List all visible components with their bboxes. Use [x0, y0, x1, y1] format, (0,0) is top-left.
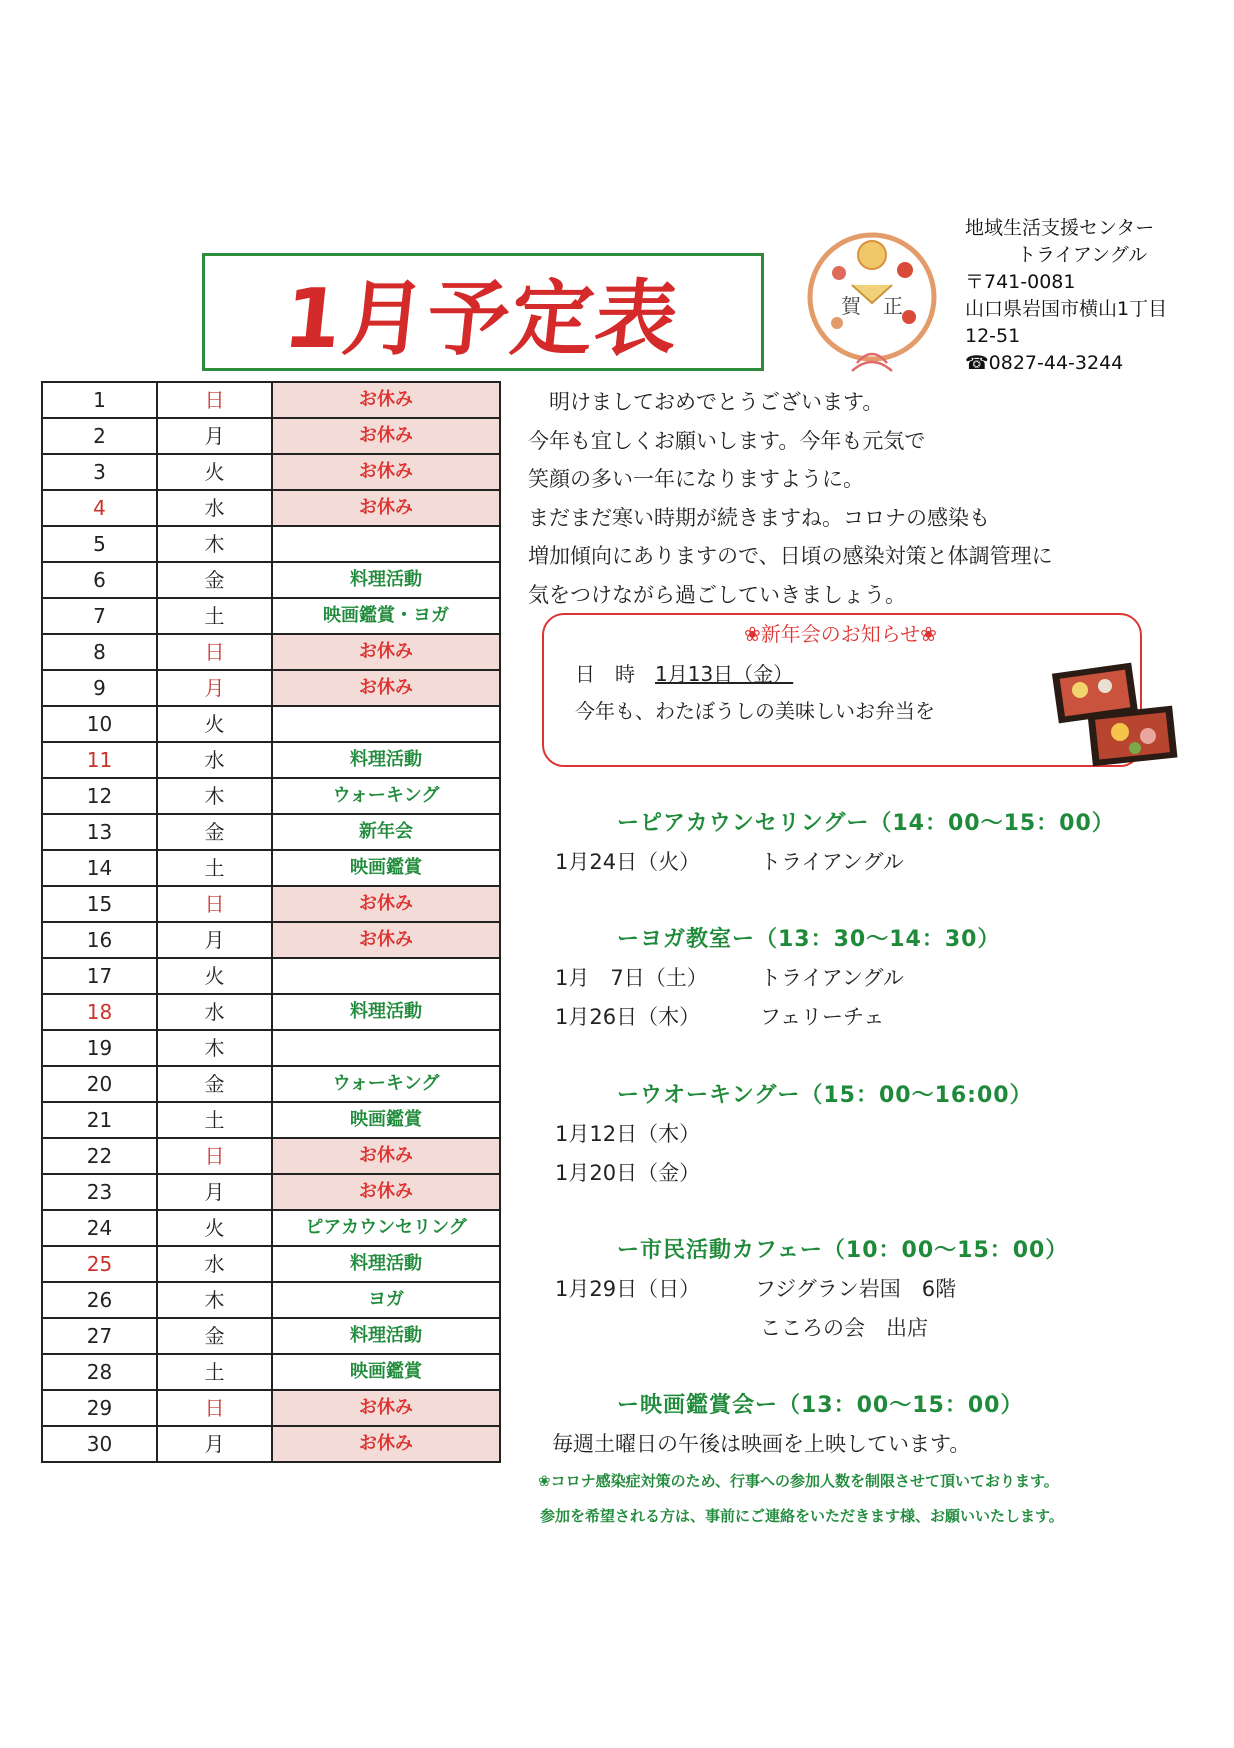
day-cell: 20: [42, 1066, 157, 1102]
schedule-row: [42, 526, 500, 562]
weekday-cell: 火: [157, 454, 272, 490]
walking-heading: ーウオーキングー（15：00～16:00）: [617, 1083, 1033, 1108]
walking-line: 1月12日（木）: [555, 1122, 701, 1146]
day-cell: 6: [42, 562, 157, 598]
schedule-table: [41, 381, 501, 1463]
activity-cell: ピアカウンセリング: [272, 1210, 500, 1246]
flower-icon: ❀: [744, 622, 761, 646]
day-cell: 28: [42, 1354, 157, 1390]
weekday-cell: 土: [157, 1354, 272, 1390]
peer-counseling-line: 1月24日（火） トライアングル: [555, 850, 904, 874]
day-cell: 12: [42, 778, 157, 814]
day-cell: 24: [42, 1210, 157, 1246]
greeting-line: 笑顔の多い一年になりますように。: [528, 467, 864, 491]
day-cell: 30: [42, 1426, 157, 1462]
activity-cell: お休み: [272, 418, 500, 454]
weekday-cell: 土: [157, 850, 272, 886]
activity-cell: お休み: [272, 886, 500, 922]
day-cell: 4: [42, 490, 157, 526]
peer-counseling-heading: ーピアカウンセリングー（14：00～15：00）: [617, 811, 1115, 836]
schedule-row: [42, 778, 500, 814]
weekday-cell: 日: [157, 382, 272, 418]
day-cell: 16: [42, 922, 157, 958]
date-label: 日 時: [575, 662, 635, 686]
weekday-cell: 日: [157, 1138, 272, 1174]
schedule-row: [42, 1102, 500, 1138]
day-cell: 10: [42, 706, 157, 742]
activity-cell: お休み: [272, 382, 500, 418]
party-notice-date: [575, 658, 793, 687]
schedule-row: [42, 814, 500, 850]
weekday-cell: 月: [157, 1426, 272, 1462]
schedule-row: [42, 1390, 500, 1426]
schedule-row: [42, 1174, 500, 1210]
schedule-row: [42, 562, 500, 598]
title-box: [202, 253, 764, 371]
bento-box-icon: [1050, 660, 1180, 768]
seal-char-sho: 正: [883, 294, 903, 318]
schedule-row: [42, 1210, 500, 1246]
yoga-heading: ーヨガ教室ー（13：30～14：30）: [617, 927, 1001, 952]
activity-cell: [272, 1030, 500, 1066]
day-cell: 2: [42, 418, 157, 454]
flower-icon: ❀: [920, 622, 937, 646]
movie-line: 毎週土曜日の午後は映画を上映しています。: [552, 1432, 971, 1456]
walking-line: 1月20日（金）: [555, 1161, 701, 1185]
schedule-row: [42, 886, 500, 922]
activity-cell: 映画鑑賞・ヨガ: [272, 598, 500, 634]
schedule-row: [42, 382, 500, 418]
activity-cell: 料理活動: [272, 562, 500, 598]
weekday-cell: 日: [157, 886, 272, 922]
weekday-cell: 月: [157, 1174, 272, 1210]
activity-cell: お休み: [272, 490, 500, 526]
weekday-cell: 木: [157, 778, 272, 814]
weekday-cell: 水: [157, 742, 272, 778]
greeting-line: 明けましておめでとうございます。: [528, 390, 884, 414]
activity-cell: 映画鑑賞: [272, 850, 500, 886]
weekday-cell: 土: [157, 598, 272, 634]
participation-note: 参加を希望される方は、事前にご連絡をいただきます様、お願いいたします。: [540, 1507, 1064, 1525]
schedule-row: [42, 1426, 500, 1462]
schedule-row: [42, 634, 500, 670]
org-tel: ☎0827-44-3244: [965, 352, 1124, 374]
org-sub: トライアングル: [1017, 244, 1148, 266]
schedule-row: [42, 922, 500, 958]
weekday-cell: 日: [157, 1390, 272, 1426]
day-cell: 9: [42, 670, 157, 706]
weekday-cell: 金: [157, 562, 272, 598]
weekday-cell: 火: [157, 1210, 272, 1246]
day-cell: 5: [42, 526, 157, 562]
activity-cell: お休み: [272, 1390, 500, 1426]
weekday-cell: 金: [157, 814, 272, 850]
schedule-row: [42, 850, 500, 886]
day-cell: 7: [42, 598, 157, 634]
schedule-row: [42, 1246, 500, 1282]
activity-cell: 料理活動: [272, 742, 500, 778]
activity-cell: 料理活動: [272, 1318, 500, 1354]
party-notice-title: ❀新年会のお知らせ❀: [740, 618, 941, 647]
day-cell: 29: [42, 1390, 157, 1426]
weekday-cell: 火: [157, 706, 272, 742]
day-cell: 19: [42, 1030, 157, 1066]
org-name: 地域生活支援センター: [965, 217, 1155, 239]
schedule-row: [42, 1030, 500, 1066]
activity-cell: [272, 706, 500, 742]
schedule-row: [42, 958, 500, 994]
covid-note: ❀コロナ感染症対策のため、行事への参加人数を制限させて頂いております。: [538, 1472, 1059, 1490]
day-cell: 27: [42, 1318, 157, 1354]
seal-char-ga: 賀: [841, 294, 861, 318]
activity-cell: 映画鑑賞: [272, 1354, 500, 1390]
page-title: 1月予定表: [279, 271, 685, 367]
activity-cell: ヨガ: [272, 1282, 500, 1318]
yoga-line: 1月 7日（土） トライアングル: [555, 966, 904, 990]
org-postal: 〒741-0081: [965, 271, 1076, 293]
weekday-cell: 月: [157, 670, 272, 706]
weekday-cell: 金: [157, 1318, 272, 1354]
day-cell: 3: [42, 454, 157, 490]
schedule-row: [42, 454, 500, 490]
weekday-cell: 金: [157, 1066, 272, 1102]
weekday-cell: 木: [157, 1282, 272, 1318]
day-cell: 23: [42, 1174, 157, 1210]
activity-cell: [272, 958, 500, 994]
greeting-text: [528, 383, 1053, 614]
schedule-row: [42, 706, 500, 742]
org-address2: 12-51: [965, 325, 1021, 347]
weekday-cell: 火: [157, 958, 272, 994]
activity-cell: ウォーキング: [272, 1066, 500, 1102]
activity-cell: お休み: [272, 670, 500, 706]
day-cell: 26: [42, 1282, 157, 1318]
cafe-line: 1月29日（日） フジグラン岩国 6階: [555, 1277, 957, 1301]
weekday-cell: 水: [157, 994, 272, 1030]
weekday-cell: 水: [157, 490, 272, 526]
schedule-row: [42, 490, 500, 526]
schedule-row: [42, 1066, 500, 1102]
schedule-row: [42, 670, 500, 706]
weekday-cell: 月: [157, 922, 272, 958]
party-notice-body: 今年も、わたぼうしの美味しいお弁当を: [575, 699, 935, 723]
cafe-heading: ー市民活動カフェー（10：00～15：00）: [617, 1238, 1069, 1263]
activity-cell: [272, 526, 500, 562]
movie-heading: ー映画鑑賞会ー（13：00～15：00）: [617, 1393, 1024, 1418]
cafe-line: こころの会 出店: [760, 1316, 928, 1340]
day-cell: 21: [42, 1102, 157, 1138]
activity-cell: 新年会: [272, 814, 500, 850]
activity-cell: お休み: [272, 454, 500, 490]
schedule-row: [42, 742, 500, 778]
activity-cell: お休み: [272, 922, 500, 958]
schedule-row: [42, 1138, 500, 1174]
day-cell: 8: [42, 634, 157, 670]
yoga-line: 1月26日（木） フェリーチェ: [555, 1005, 885, 1029]
schedule-row: [42, 1318, 500, 1354]
schedule-row: [42, 1282, 500, 1318]
day-cell: 17: [42, 958, 157, 994]
day-cell: 1: [42, 382, 157, 418]
greeting-line: まだまだ寒い時期が続きますね。コロナの感染も: [528, 505, 990, 530]
day-cell: 22: [42, 1138, 157, 1174]
activity-cell: お休み: [272, 1174, 500, 1210]
activity-cell: 映画鑑賞: [272, 1102, 500, 1138]
activity-cell: ウォーキング: [272, 778, 500, 814]
schedule-row: [42, 598, 500, 634]
greeting-line: 気をつけながら過ごしていきましょう。: [528, 582, 906, 607]
weekday-cell: 月: [157, 418, 272, 454]
day-cell: 18: [42, 994, 157, 1030]
date-value: 1月13日（金）: [655, 662, 794, 686]
greeting-line: 今年も宜しくお願いします。今年も元気で: [528, 428, 926, 453]
day-cell: 14: [42, 850, 157, 886]
day-cell: 25: [42, 1246, 157, 1282]
weekday-cell: 木: [157, 1030, 272, 1066]
activity-cell: お休み: [272, 1426, 500, 1462]
weekday-cell: 日: [157, 634, 272, 670]
new-year-seal-icon: [797, 225, 947, 375]
org-address1: 山口県岩国市横山1丁目: [965, 298, 1168, 320]
schedule-row: [42, 1354, 500, 1390]
day-cell: 13: [42, 814, 157, 850]
organization-info: [965, 215, 1167, 377]
activity-cell: お休み: [272, 634, 500, 670]
greeting-line: 増加傾向にありますので、日頃の感染対策と体調管理に: [528, 544, 1053, 568]
activity-cell: 料理活動: [272, 1246, 500, 1282]
weekday-cell: 土: [157, 1102, 272, 1138]
schedule-row: [42, 994, 500, 1030]
activity-cell: お休み: [272, 1138, 500, 1174]
weekday-cell: 水: [157, 1246, 272, 1282]
day-cell: 11: [42, 742, 157, 778]
schedule-row: [42, 418, 500, 454]
day-cell: 15: [42, 886, 157, 922]
activity-cell: 料理活動: [272, 994, 500, 1030]
weekday-cell: 木: [157, 526, 272, 562]
